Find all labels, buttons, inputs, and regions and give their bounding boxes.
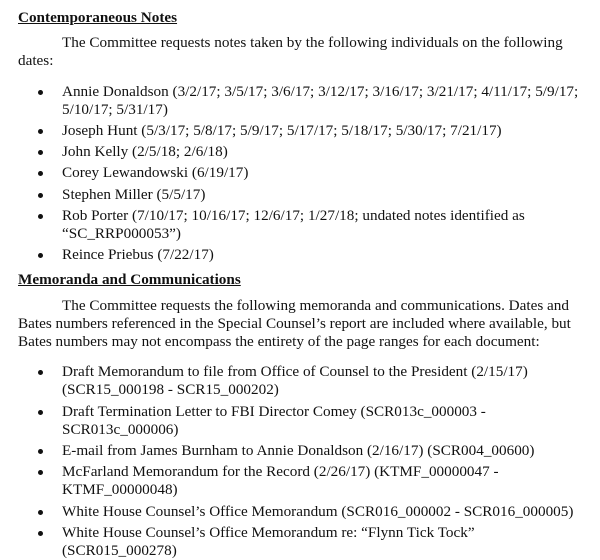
section-intro: The Committee requests the following memoranda and communications. Dates and Bates numbers referenced in the Special Counsel’s report are included where available, but Bates numbers may not encompass the entirety of the page ranges for each document: <box>18 296 571 351</box>
section-memoranda <box>18 271 582 560</box>
list-item: Draft Memorandum to file from Office of Counsel to the President (2/15/17) (SCR15_000198 - SCR15_000202) <box>18 363 582 399</box>
section-heading: Contemporaneous Notes <box>18 9 178 26</box>
list-item: Draft Termination Letter to FBI Director Comey (SCR013c_000003 - SCR013c_000006) <box>18 403 582 439</box>
list-item: White House Counsel’s Office Memorandum (SCR016_000002 - SCR016_000005) <box>18 503 582 521</box>
list-item: Stephen Miller (5/5/17) <box>18 186 582 204</box>
list-item: Reince Priebus (7/22/17) <box>18 246 582 264</box>
list-item: Annie Donaldson (3/2/17; 3/5/17; 3/6/17; 3/12/17; 3/16/17; 3/21/17; 4/11/17; 5/9/17; 5/10/17; 5/31/17) <box>18 83 582 119</box>
memoranda-list <box>18 363 582 560</box>
list-item: Rob Porter (7/10/17; 10/16/17; 12/6/17; 1/27/18; undated notes identified as “SC_RRP000053”) <box>18 207 582 243</box>
list-item: E-mail from James Burnham to Annie Donaldson (2/16/17) (SCR004_00600) <box>18 442 582 460</box>
list-item: Joseph Hunt (5/3/17; 5/8/17; 5/9/17; 5/17/17; 5/18/17; 5/30/17; 7/21/17) <box>18 122 582 140</box>
section-heading: Memoranda and Communications <box>18 271 241 289</box>
list-item: John Kelly (2/5/18; 2/6/18) <box>18 143 582 161</box>
notes-list <box>18 83 582 265</box>
list-item: Corey Lewandowski (6/19/17) <box>18 164 582 182</box>
section-contemporaneous-notes <box>18 9 582 264</box>
list-item: McFarland Memorandum for the Record (2/26/17) (KTMF_00000047 - KTMF_00000048) <box>18 463 582 499</box>
section-intro: The Committee requests notes taken by the following individuals on the following dates: <box>18 34 563 70</box>
list-item: White House Counsel’s Office Memorandum re: “Flynn Tick Tock” (SCR015_000278) <box>18 524 582 560</box>
